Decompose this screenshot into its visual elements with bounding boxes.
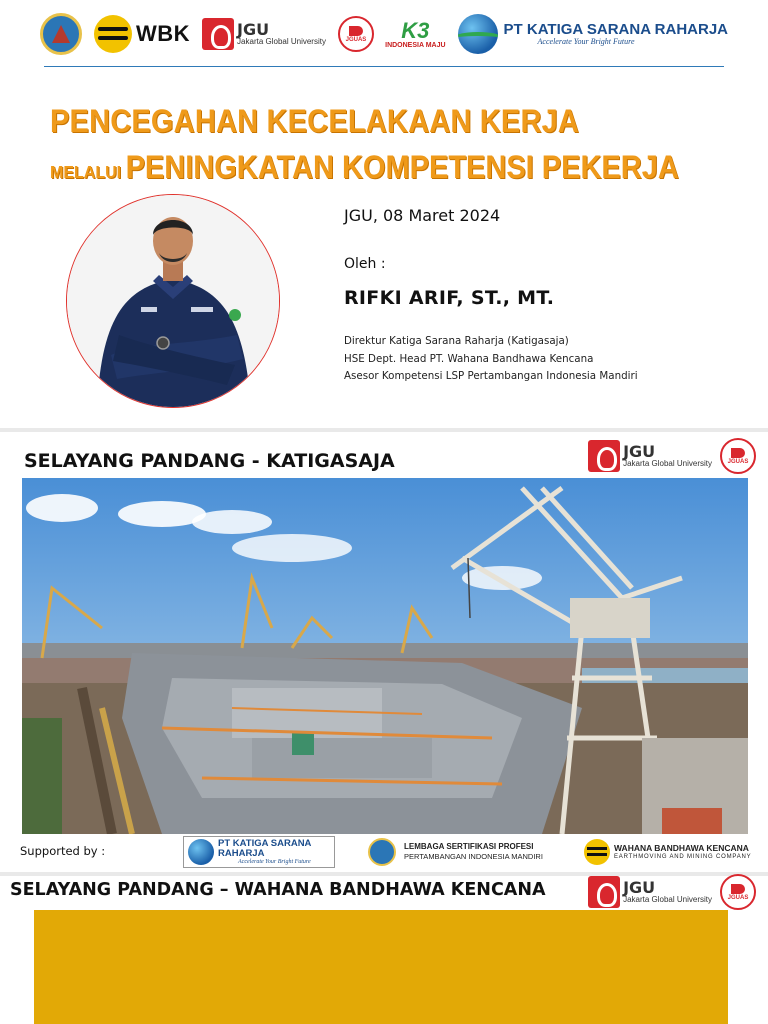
slide3-logos [588,872,756,912]
header-logos-right [385,8,728,60]
supported-by-label: Supported by : [20,844,106,858]
title-line-2: MELALUI PENINGKATAN KOMPETENSI PEKERJA [50,150,679,186]
speaker-name: RIFKI ARIF, ST., MT. [344,287,555,309]
title-line-1: PENCEGAHAN KECELAKAAN KERJA [50,104,580,140]
by-label: Oleh : [344,256,386,272]
header-logos-left [40,8,374,60]
jgu-emblem-icon [588,440,620,472]
juas-logo: JGUAS [720,438,756,474]
header-divider [44,66,724,67]
sponsor-wbk: WAHANA BANDHAWA KENCANA EARTHMOVING AND MINING COMPANY [584,836,751,868]
slide2-logos [588,436,756,476]
slide-katigasaja [0,432,768,872]
katiga-logo: PT KATIGA SARANA RAHARJA Accelerate Your Bright Future [458,14,728,54]
globe-icon [458,14,498,54]
juas-logo: JGUAS [720,874,756,910]
speaker-photo [66,194,280,408]
juas-logo: JGUAS [338,16,374,52]
slide-wahana [0,876,768,1024]
content-block [34,910,728,1024]
wbk-bee-icon [94,15,132,53]
jgu-emblem-icon [202,18,234,50]
lsp-pim-logo [40,13,82,55]
jgu-emblem-icon [588,876,620,908]
sponsor-katiga: PT KATIGA SARANA RAHARJA Accelerate Your Bright Future [183,836,335,868]
slide3-title: SELAYANG PANDANG – WAHANA BANDHAWA KENCANA [10,880,546,900]
slide-title [0,0,768,428]
wbk-logo: WBK [94,15,190,53]
jgu-logo: JGU Jakarta Global University [202,18,326,50]
sponsor-lsp: LEMBAGA SERTIFIKASI PROFESI PERTAMBANGAN INDONESIA MANDIRI [368,836,543,868]
globe-icon [188,839,214,865]
role-item: Direktur Katiga Sarana Raharja (Katigasaja) [344,335,569,347]
k3-logo: K3 INDONESIA MAJU [385,17,446,49]
role-item: Asesor Kompetensi LSP Pertambangan Indonesia Mandiri [344,370,638,382]
role-item: HSE Dept. Head PT. Wahana Bandhawa Kencana [344,352,594,365]
speaker-roles [344,333,638,386]
slide2-title: SELAYANG PANDANG - KATIGASAJA [24,450,395,472]
wbk-bee-icon [584,839,610,865]
event-date: JGU, 08 Maret 2024 [344,206,501,225]
shipyard-photo [22,478,748,834]
lsp-seal-icon [368,838,396,866]
jgu-logo: JGU Jakarta Global University [588,876,712,908]
jgu-logo: JGU Jakarta Global University [588,440,712,472]
